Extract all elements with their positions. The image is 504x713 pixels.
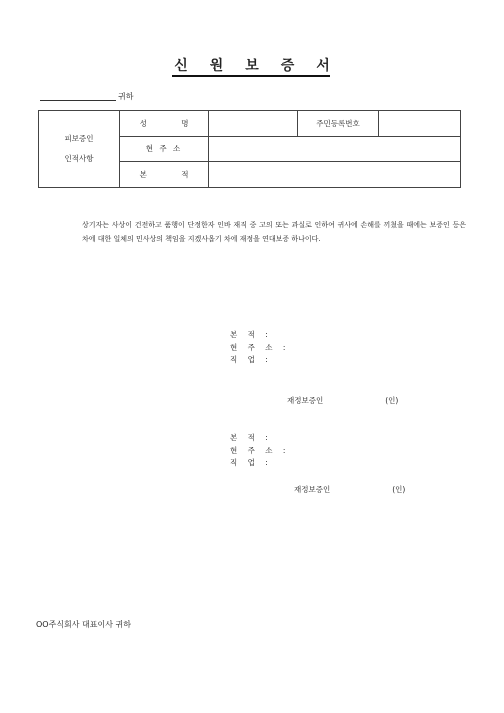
guaranteed-person-table bbox=[38, 110, 461, 188]
title-underline bbox=[172, 75, 330, 77]
side-label-line2: 인적사항 bbox=[64, 154, 94, 163]
address-value-cell bbox=[209, 136, 461, 162]
footer-recipient: OO주식회사 대표이사 귀하 bbox=[36, 620, 131, 629]
name-value-cell bbox=[209, 111, 298, 137]
guarantor-1-address-label: 현 주 소 : bbox=[230, 342, 290, 352]
guarantor-1-info bbox=[230, 329, 290, 367]
side-label-cell bbox=[39, 111, 120, 188]
statement-paragraph: 상기자는 사상이 건전하고 품행이 단정한자 인바 재직 중 고의 또는 과실로 인하여 귀사에 손해를 끼쳤을 때에는 보증인 등은 차에 대한 일체의 민사상의 책임을 지겠사옵기 차에 재정을 연대보증 하나이다. bbox=[82, 221, 466, 243]
guarantor-2-domicile-label: 본 적 : bbox=[230, 433, 272, 442]
guarantor-2-signature-line bbox=[294, 484, 405, 495]
guarantor-1-signature-line bbox=[287, 395, 398, 406]
guarantor-2-seal: (인) bbox=[392, 485, 406, 494]
document-title: 신원보증서 bbox=[174, 58, 352, 74]
guarantor-1-seal: (인) bbox=[385, 396, 399, 405]
guarantor-2-info bbox=[230, 432, 290, 470]
address-label-cell bbox=[120, 136, 209, 162]
rrn-value-cell bbox=[379, 111, 461, 137]
guarantor-1-signature-label: 재정보증인 bbox=[287, 396, 324, 405]
domicile-label-cell bbox=[120, 162, 209, 188]
guarantor-2-address-label: 현 주 소 : bbox=[230, 445, 290, 455]
recipient-blank-line bbox=[40, 100, 116, 101]
rrn-label-cell bbox=[298, 111, 379, 137]
side-label-line1: 피보증인 bbox=[64, 134, 94, 143]
name-label: 성 명 bbox=[139, 118, 205, 128]
domicile-value-cell bbox=[209, 162, 461, 188]
guarantor-2-occupation-label: 직 업 : bbox=[230, 458, 272, 467]
rrn-label: 주민등록번호 bbox=[316, 118, 360, 128]
name-label-cell bbox=[120, 111, 209, 137]
guarantor-1-occupation-label: 직 업 : bbox=[230, 355, 272, 364]
domicile-label: 본 적 bbox=[139, 170, 205, 180]
guarantor-2-signature-label: 재정보증인 bbox=[294, 485, 331, 494]
guarantor-1-domicile-label: 본 적 : bbox=[230, 330, 272, 339]
recipient-suffix: 귀하 bbox=[118, 92, 134, 101]
address-label: 현 주 소 bbox=[145, 144, 183, 154]
